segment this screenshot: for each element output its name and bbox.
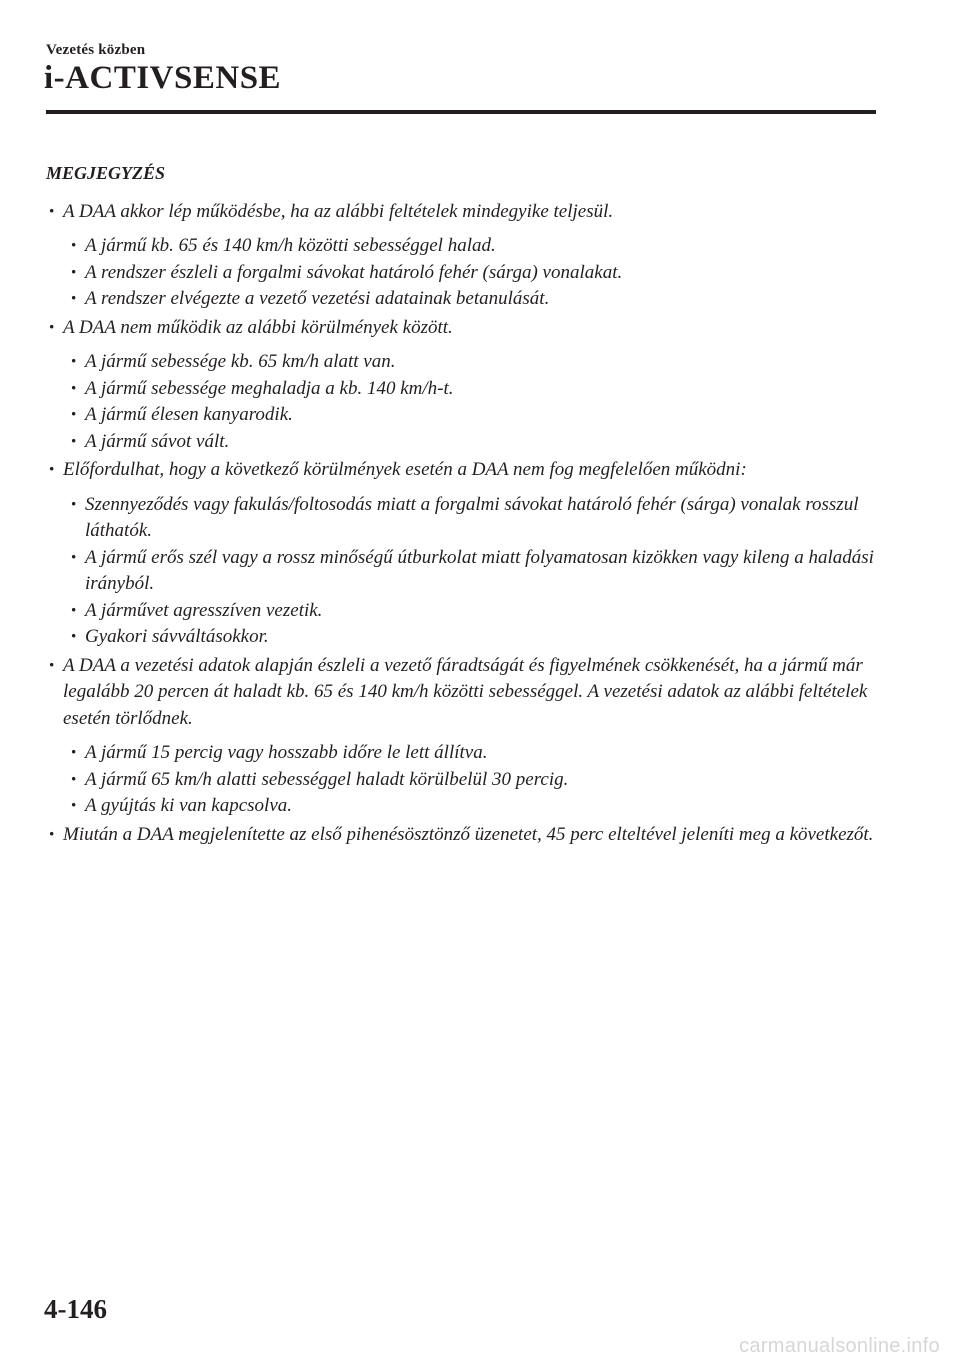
note-item (46, 822, 876, 849)
note-subitem: · A jármű 65 km/h alatti sebességgel haladt körülbelül 30 percig. (68, 767, 876, 794)
note-subitem: · A jármű kb. 65 és 140 km/h közötti sebességgel halad. (68, 233, 876, 260)
note-subitem: · A jármű 15 percig vagy hosszabb időre le lett állítva. (68, 740, 876, 767)
note-subitem: · A jármű élesen kanyarodik. (68, 402, 876, 429)
note-item-text: · A DAA a vezetési adatok alapján észleli a vezető fáradtságát és figyelmének csökkenését, ha a jármű már legalább 20 percen át haladt kb. 65 és 140 km/h közötti sebességgel. A vezetési adatok az alábbi feltételek esetén törlődnek. (46, 653, 876, 733)
note-subitem: · A járművet agresszíven vezetik. (68, 598, 876, 625)
note-subitem: · Gyakori sávváltásokkor. (68, 624, 876, 651)
note-sublist (46, 740, 876, 820)
note-item-text: · A DAA nem működik az alábbi körülmények között. (46, 315, 876, 342)
note-item-text: · A DAA akkor lép működésbe, ha az alábbi feltételek mindegyike teljesül. (46, 199, 876, 226)
note-block (46, 160, 876, 848)
note-item (46, 457, 876, 651)
chapter-title: i-ACTIVSENSE (44, 60, 282, 96)
note-subitem: · A jármű sebessége meghaladja a kb. 140 km/h-t. (68, 376, 876, 403)
note-subitem: · A jármű erős szél vagy a rossz minőségű útburkolat miatt folyamatosan kizökken vagy kileng a haladási irányból. (68, 545, 876, 598)
note-subitem: · A rendszer észleli a forgalmi sávokat határoló fehér (sárga) vonalakat. (68, 260, 876, 287)
note-subitem: · Szennyeződés vagy fakulás/foltosodás miatt a forgalmi sávokat határoló fehér (sárga) vonalak rosszul láthatók. (68, 492, 876, 545)
note-heading: MEGJEGYZÉS (46, 163, 166, 183)
note-item (46, 199, 876, 313)
section-label: Vezetés közben (46, 42, 146, 58)
note-sublist (46, 349, 876, 455)
note-item-text: · Miután a DAA megjelenítette az első pihenésösztönző üzenetet, 45 perc elteltével jeleníti meg a következőt. (46, 822, 876, 849)
note-subitem: · A jármű sebessége kb. 65 km/h alatt van. (68, 349, 876, 376)
note-sublist (46, 492, 876, 651)
title-divider (46, 110, 876, 114)
note-subitem: · A gyújtás ki van kapcsolva. (68, 793, 876, 820)
note-subitem: · A jármű sávot vált. (68, 429, 876, 456)
note-item (46, 653, 876, 820)
note-subitem: · A rendszer elvégezte a vezető vezetési adatainak betanulását. (68, 286, 876, 313)
note-item (46, 315, 876, 456)
watermark: carmanualsonline.info (739, 1335, 940, 1357)
note-sublist (46, 233, 876, 313)
note-item-text: · Előfordulhat, hogy a következő körülmények esetén a DAA nem fog megfelelően működni: (46, 457, 876, 484)
page-number: 4-146 (44, 1294, 107, 1324)
note-list (46, 199, 876, 849)
